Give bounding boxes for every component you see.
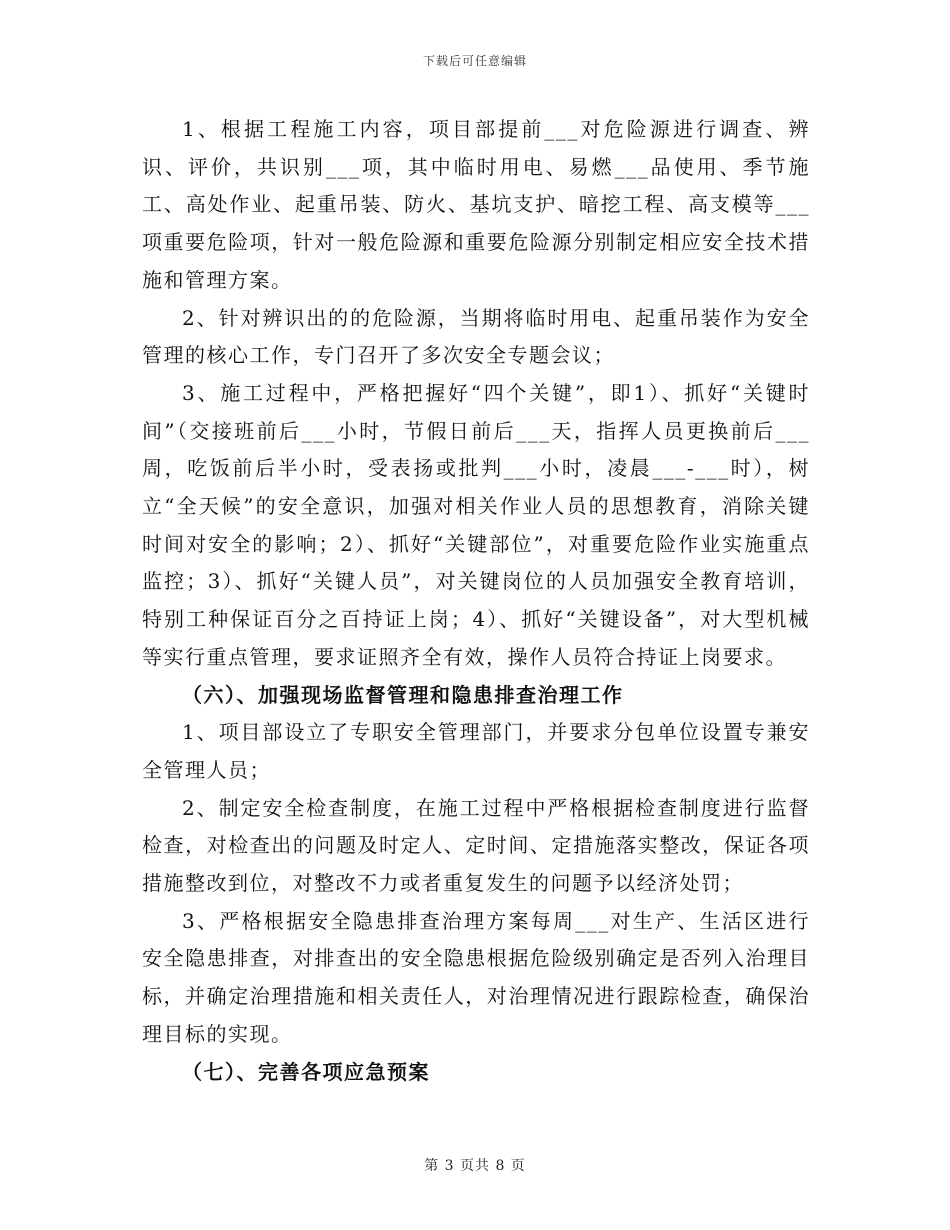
paragraph-inspection-system: 2、制定安全检查制度，在施工过程中严格根据检查制度进行监督检查，对检查出的问题及时定人、定时间、定措施落实整改，保证各项措施整改到位，对整改不力或者重复发生的问题予以经济处罚； (142, 795, 810, 896)
paragraph-hazard-investigation: 3、严格根据安全隐患排查治理方案每周___对生产、生活区进行安全隐患排查，对排查出的安全隐患根据危险级别确定是否列入治理目标，并确定治理措施和相关责任人，对治理情况进行跟踪检查，确保治理目标的实现。 (142, 908, 810, 1046)
paragraph-four-keys: 3、施工过程中，严格把握好“四个关键”，即1）、抓好“关键时间”（交接班前后___小时，节假日前后___天，指挥人员更换前后___周，吃饭前后半小时，受表扬或批判___小时，凌晨___-___时），树立“全天候”的安全意识，加强对相关作业人员的思想教育，消除关键时间对安全的影响；2）、抓好“关键部位”，对重要危险作业实施重点监控；3）、抓好“关键人员”，对关键岗位的人员加强安全教育培训，特别工种保证百分之百持证上岗；4）、抓好“关键设备”，对大型机械等实行重点管理，要求证照齐全有效，操作人员符合持证上岗要求。 (142, 380, 810, 669)
paragraph-hazard-identification: 1、根据工程施工内容，项目部提前___对危险源进行调查、辨识、评价，共识别___项，其中临时用电、易燃___品使用、季节施工、高处作业、起重吊装、防火、基坑支护、暗挖工程、高支模等___项重要危险项，针对一般危险源和重要危险源分别制定相应安全技术措施和管理方案。 (142, 117, 810, 292)
document-body (142, 111, 810, 1091)
page-header-note: 下载后可任意编辑 (422, 54, 527, 68)
section-heading-seven: （七）、完善各项应急预案 (182, 1059, 430, 1084)
paragraph-safety-department: 1、项目部设立了专职安全管理部门，并要求分包单位设置专兼安全管理人员； (142, 720, 810, 782)
paragraph-key-work: 2、针对辨识出的的危险源，当期将临时用电、起重吊装作为安全管理的核心工作，专门召开了多次安全专题会议； (142, 305, 810, 368)
section-heading-six: （六）、加强现场监督管理和隐患排查治理工作 (182, 682, 624, 707)
page-number-footer: 第 3 页共 8 页 (424, 1158, 526, 1174)
